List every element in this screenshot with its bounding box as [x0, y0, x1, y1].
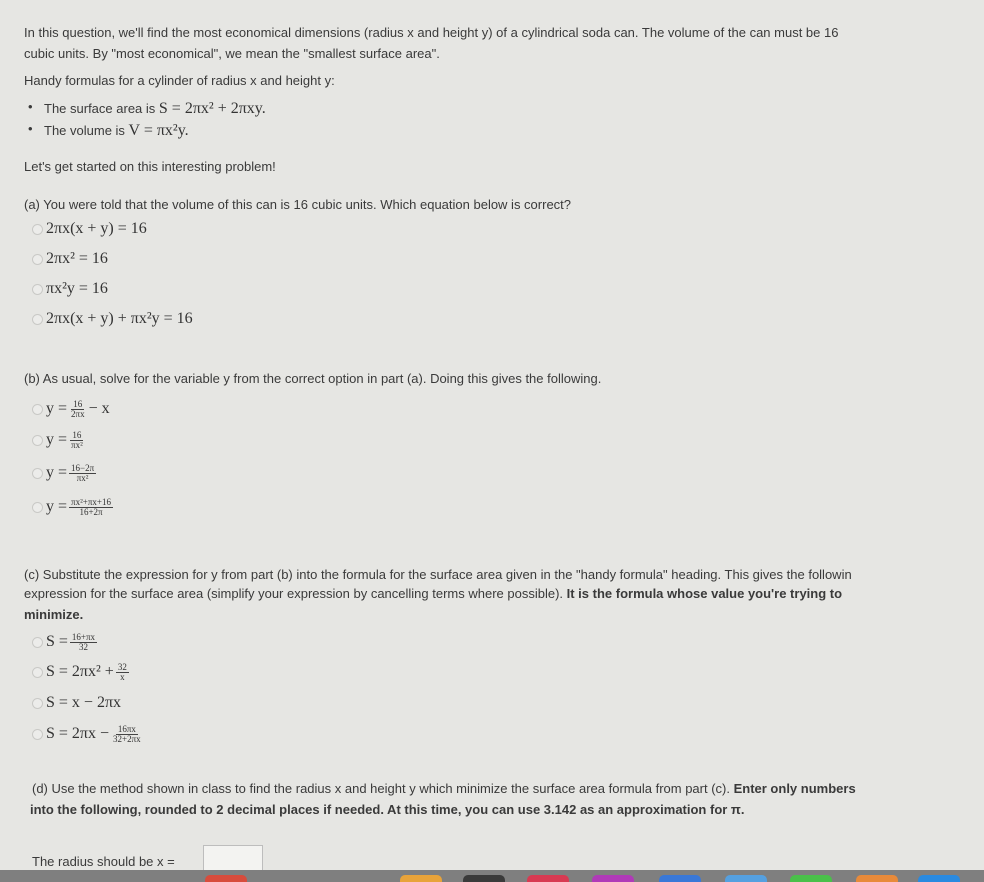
fraction-denominator: 16+2π — [79, 506, 103, 517]
radio-button[interactable] — [32, 637, 43, 648]
surface-area-formula: S = 2πx² + 2πxy. — [158, 100, 266, 117]
part-c-option-4[interactable] — [32, 723, 145, 745]
option-lhs: y = — [46, 431, 68, 448]
radius-input[interactable] — [203, 845, 263, 870]
radio-button[interactable] — [32, 284, 43, 295]
handy-formulas-heading: Handy formulas for a cylinder of radius x and height y: — [24, 73, 335, 88]
dock-strip — [0, 870, 984, 882]
fraction-denominator: x — [120, 671, 125, 682]
app-icon[interactable] — [659, 875, 701, 882]
fraction-numerator: 32 — [117, 661, 127, 672]
fraction-denominator: πx² — [76, 472, 89, 483]
radio-button[interactable] — [32, 729, 43, 740]
part-a-option-2[interactable] — [32, 248, 108, 270]
option-tail: − x — [88, 400, 110, 417]
app-icon[interactable] — [400, 875, 442, 882]
fraction-denominator: 32+2πx — [113, 733, 141, 744]
option-prefix: x − 2πx — [71, 694, 122, 711]
fraction-numerator: 16 — [73, 398, 83, 409]
fraction-numerator: 16+πx — [71, 631, 96, 642]
fraction-numerator: 16−2π — [71, 462, 95, 473]
part-c-option-2[interactable] — [32, 661, 131, 683]
part-a-option-3[interactable] — [32, 278, 108, 300]
option-lhs: y = — [46, 400, 68, 417]
radio-button[interactable] — [32, 314, 43, 325]
fraction-numerator: πx²+πx+16 — [71, 496, 111, 507]
radio-button[interactable] — [32, 404, 43, 415]
part-a-question: (a) You were told that the volume of this can is 16 cubic units. Which equation below is correct? — [24, 197, 572, 212]
part-a-option-4[interactable] — [32, 308, 193, 330]
intro-line-1: In this question, we'll find the most economical dimensions (radius x and height y) of a cylindrical soda can. The volume of the can must be 16 — [24, 25, 839, 40]
app-icon[interactable] — [725, 875, 767, 882]
radio-button[interactable] — [32, 224, 43, 235]
volume-formula: V = πx²y. — [128, 122, 189, 139]
fraction-denominator: 32 — [78, 641, 88, 652]
part-b-option-2[interactable] — [32, 429, 87, 451]
radio-button[interactable] — [32, 698, 43, 709]
part-b-option-1[interactable] — [32, 398, 110, 420]
fraction — [111, 725, 143, 744]
radius-label: The radius should be x = — [32, 854, 175, 869]
option-label: 2πx² = 16 — [46, 250, 108, 267]
radio-button[interactable] — [32, 435, 43, 446]
part-d-emphasis: Enter only numbers — [733, 781, 856, 796]
volume-bullet — [44, 121, 189, 140]
option-lhs: y = — [46, 498, 68, 515]
fraction — [69, 498, 113, 517]
part-b-option-4[interactable] — [32, 496, 115, 518]
part-d-question-line-1 — [32, 779, 856, 798]
app-icon[interactable] — [463, 875, 505, 882]
part-d-text: (d) Use the method shown in class to find the radius x and height y which minimize the surface area formula from part (c). — [32, 781, 734, 796]
app-icon[interactable] — [790, 875, 832, 882]
part-b-question: (b) As usual, solve for the variable y from the correct option in part (a). Doing this gives the following. — [24, 371, 602, 386]
bullet-text: The volume is — [44, 123, 129, 138]
fraction — [69, 464, 96, 483]
option-lhs: S = — [46, 663, 68, 680]
fraction-numerator: 16 — [72, 429, 82, 440]
option-label: 2πx(x + y) = 16 — [46, 220, 147, 237]
app-icon[interactable] — [918, 875, 960, 882]
radio-button[interactable] — [32, 468, 43, 479]
surface-area-bullet — [44, 99, 266, 118]
intro-line-2: cubic units. By "most economical", we mean the "smallest surface area". — [24, 46, 440, 61]
fraction — [70, 633, 97, 652]
option-label: πx²y = 16 — [46, 280, 108, 297]
part-d-question-line-2: into the following, rounded to 2 decimal places if needed. At this time, you can use 3.142 as an approximation for π. — [30, 802, 745, 817]
app-icon[interactable] — [205, 875, 247, 882]
part-c-option-3[interactable] — [32, 692, 121, 714]
fraction — [69, 400, 87, 419]
part-a-option-1[interactable] — [32, 218, 147, 240]
radio-button[interactable] — [32, 254, 43, 265]
option-prefix: 2πx − — [71, 725, 110, 742]
option-label: 2πx(x + y) + πx²y = 16 — [46, 310, 193, 327]
part-b-option-3[interactable] — [32, 462, 98, 484]
app-icon[interactable] — [856, 875, 898, 882]
radio-button[interactable] — [32, 502, 43, 513]
option-lhs: S = — [46, 694, 68, 711]
option-prefix: 2πx² + — [71, 663, 114, 680]
fraction-numerator: 16πx — [117, 723, 136, 734]
option-lhs: y = — [46, 464, 68, 481]
fraction — [69, 431, 85, 450]
part-c-emphasis: It is the formula whose value you're trying to — [566, 586, 843, 601]
fraction-denominator: πx² — [71, 439, 83, 450]
part-c-question-line-1: (c) Substitute the expression for y from part (b) into the formula for the surface area given in the "handy formula" heading. This gives the followin — [24, 567, 852, 582]
part-c-option-1[interactable] — [32, 631, 99, 653]
app-icon[interactable] — [527, 875, 569, 882]
option-lhs: S = — [46, 633, 68, 650]
app-icon[interactable] — [592, 875, 634, 882]
part-c-text: expression for the surface area (simplify your expression by cancelling terms where possible). — [24, 586, 567, 601]
option-lhs: S = — [46, 725, 68, 742]
fraction — [116, 663, 129, 682]
bullet-dot: • — [28, 121, 33, 136]
part-c-question-line-3: minimize. — [24, 607, 84, 622]
fraction-denominator: 2πx — [71, 408, 85, 419]
intro-start: Let's get started on this interesting problem! — [24, 159, 276, 174]
bullet-dot: • — [28, 99, 33, 114]
part-c-question-line-2 — [24, 584, 842, 603]
bullet-text: The surface area is — [44, 101, 159, 116]
radio-button[interactable] — [32, 667, 43, 678]
